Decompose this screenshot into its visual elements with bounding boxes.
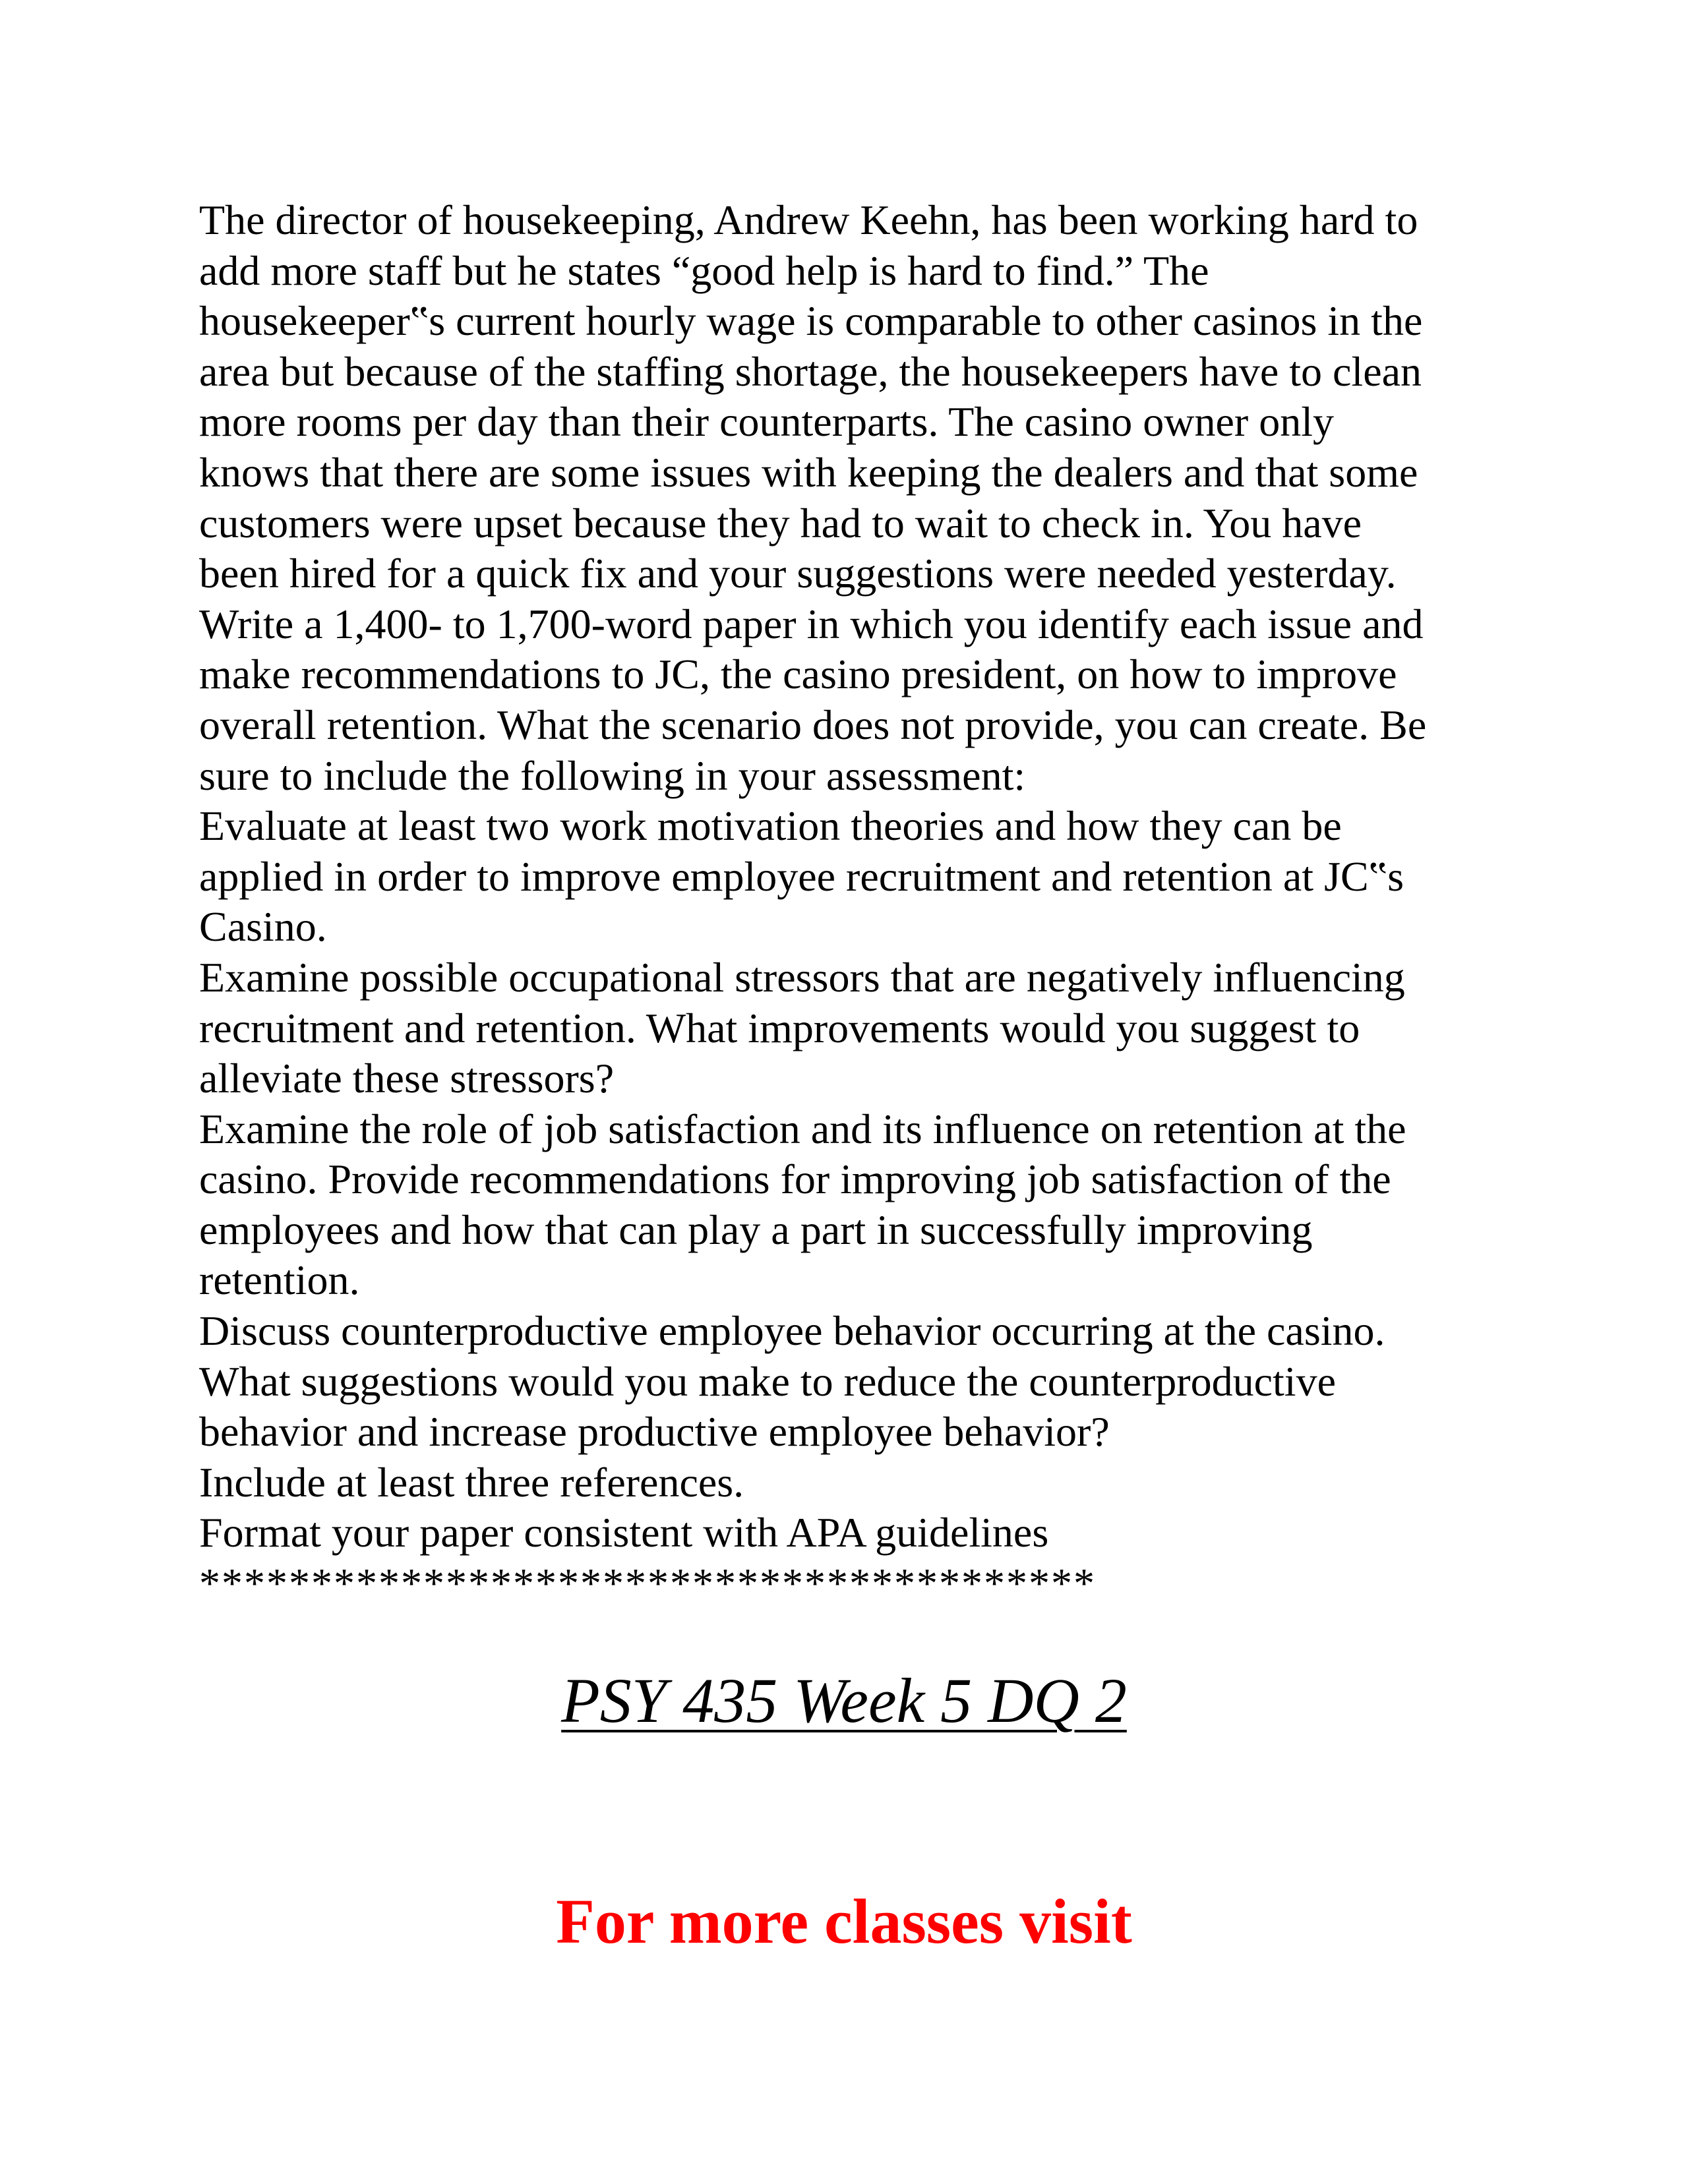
text-line: Examine the role of job satisfaction and its influence on retention at the: [199, 1105, 1406, 1152]
text-line: been hired for a quick fix and your suggestions were needed yesterday.: [199, 550, 1397, 597]
text-line: employees and how that can play a part in successfully improving: [199, 1206, 1313, 1253]
text-line: alleviate these stressors?: [199, 1055, 615, 1102]
text-line: knows that there are some issues with keeping the dealers and that some: [199, 448, 1418, 496]
text-line: housekeeper‟s current hourly wage is comparable to other casinos in the: [199, 297, 1423, 345]
text-line: casino. Provide recommendations for improving job satisfaction of the: [199, 1156, 1391, 1203]
text-line: applied in order to improve employee recruitment and retention at JC‟s: [199, 852, 1404, 900]
section-heading: [0, 1661, 1688, 1740]
text-line: add more staff but he states “good help is hard to find.” The: [199, 247, 1209, 294]
text-line: The director of housekeeping, Andrew Keehn, has been working hard to: [199, 196, 1418, 243]
text-line: recruitment and retention. What improvements would you suggest to: [199, 1004, 1360, 1051]
text-line: behavior and increase productive employee behavior?: [199, 1408, 1110, 1456]
text-line: area but because of the staffing shortage, the housekeepers have to clean: [199, 347, 1422, 395]
text-line: more rooms per day than their counterparts. The casino owner only: [199, 398, 1334, 446]
text-line: What suggestions would you make to reduce the counterproductive: [199, 1357, 1336, 1405]
text-line: Write a 1,400- to 1,700-word paper in which you identify each issue and: [199, 600, 1424, 647]
text-line: Discuss counterproductive employee behavior occurring at the casino.: [199, 1307, 1385, 1355]
text-line: Include at least three references.: [199, 1458, 744, 1506]
text-line: overall retention. What the scenario does not provide, you can create. Be: [199, 701, 1427, 748]
text-line: Examine possible occupational stressors that are negatively influencing: [199, 953, 1405, 1001]
section-heading-text: PSY 435 Week 5 DQ 2: [561, 1665, 1127, 1736]
text-line: make recommendations to JC, the casino president, on how to improve: [199, 651, 1397, 698]
text-line: Format your paper consistent with APA guidelines: [199, 1509, 1049, 1556]
text-line: sure to include the following in your assessment:: [199, 752, 1026, 799]
text-line: Evaluate at least two work motivation theories and how they can be: [199, 802, 1342, 850]
assignment-text: [199, 195, 1518, 1609]
text-line: customers were upset because they had to wait to check in. You have: [199, 499, 1362, 546]
asterisk-separator: ****************************************: [199, 1560, 1096, 1607]
promo-text: For more classes visit: [556, 1886, 1132, 1957]
text-line: retention.: [199, 1256, 360, 1304]
text-line: Casino.: [199, 903, 327, 951]
